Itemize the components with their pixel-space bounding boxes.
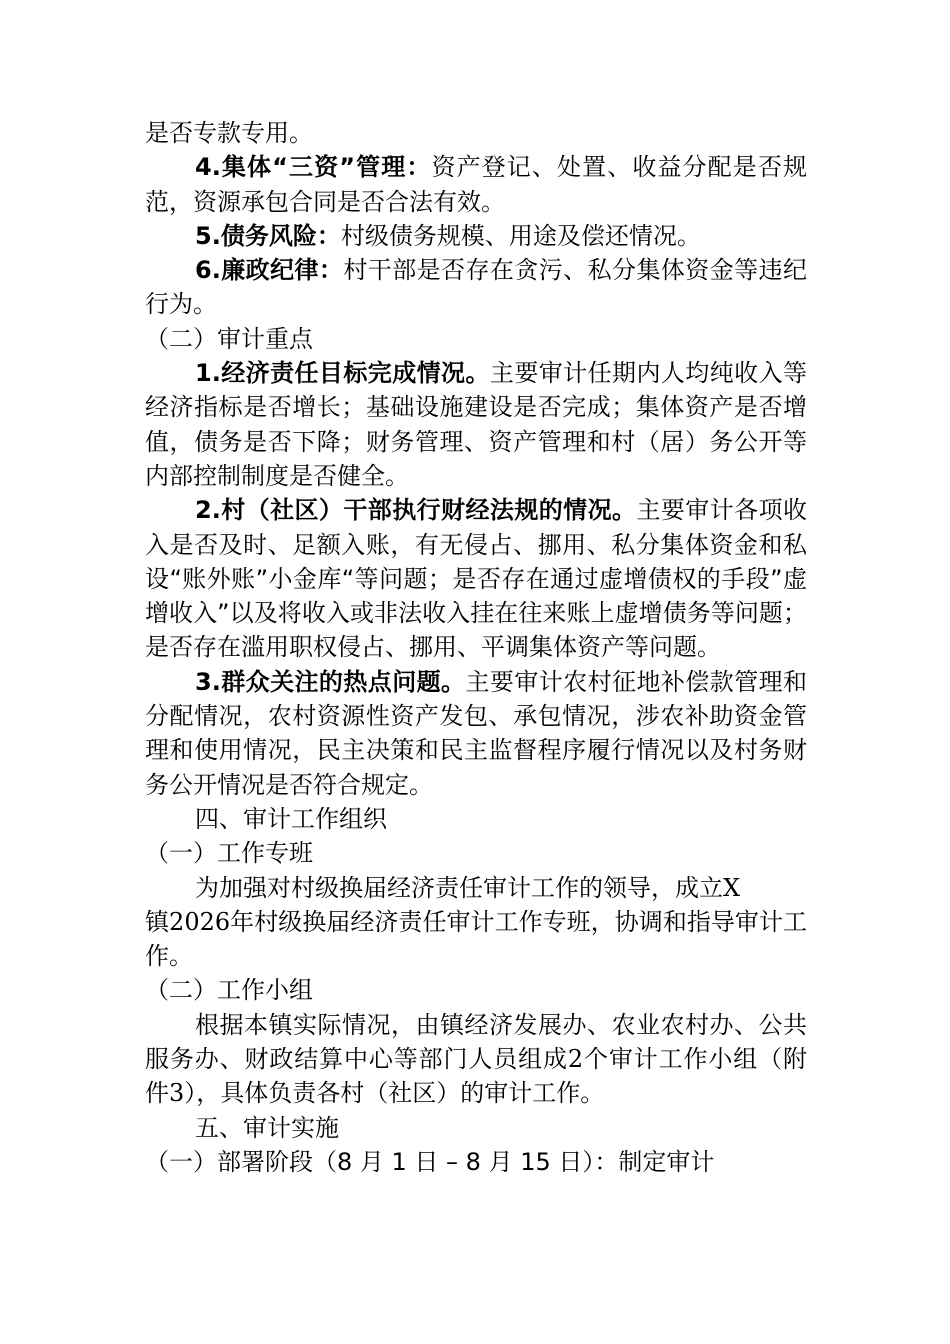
paragraph-continuation bbox=[145, 116, 807, 150]
paragraph-text: 是否专款专用。 bbox=[145, 119, 313, 147]
section-heading-task-force bbox=[145, 836, 807, 870]
paragraph-text: 主要审计农村征地补偿款管理和分配情况，农村资源性资产发包、承包情况，涉农补助资金管理和使用情况，民主决策和民主监督程序履行情况以及村务财务公开情况是否符合规定。 bbox=[145, 667, 807, 799]
document-body bbox=[145, 116, 807, 1179]
heading-text: （二）审计重点 bbox=[145, 324, 313, 353]
paragraph-text: 主要审计任期内人均纯收入等经济指标是否增长；基础设施建设是否完成；集体资产是否增值，债务是否下降；财务管理、资产管理和村（居）务公开等内部控制制度是否健全。 bbox=[145, 359, 807, 490]
paragraph-text: ），具体负责各村（社区）的审计工作。 bbox=[184, 1079, 605, 1108]
paragraph-debt-risk bbox=[145, 219, 807, 253]
paragraph-economic-targets bbox=[145, 356, 807, 493]
paragraph-text: 根据本镇实际情况，由镇经济发展办、农业农村办、公共服务办、财政结算中心等部门人员组成 bbox=[145, 1010, 807, 1074]
paragraph-work-groups bbox=[145, 1008, 807, 1111]
paragraph-deployment-stage bbox=[145, 1145, 807, 1179]
paragraph-collective-assets bbox=[145, 150, 807, 219]
year-number: 2026 bbox=[169, 907, 231, 936]
group-count: 2 bbox=[567, 1045, 584, 1074]
paragraph-integrity bbox=[145, 253, 807, 322]
paragraph-text: （一）部署阶段（8 月 1 日 – 8 月 15 日）：制定审计 bbox=[145, 1147, 715, 1176]
paragraph-text: 资产登记、处置、收益分配是否规范，资源承包合同是否合法有效。 bbox=[145, 153, 807, 216]
section-heading-audit-focus bbox=[145, 322, 807, 356]
heading-text: 五、审计实施 bbox=[195, 1113, 339, 1142]
paragraph-text: 年村级换届经济责任审计工作专班，协调和指导审计工作。 bbox=[145, 907, 808, 971]
attachment-number: 3 bbox=[169, 1079, 185, 1108]
paragraph-heading: 1.经济责任目标完成情况。 bbox=[195, 359, 490, 388]
section-heading-organization bbox=[145, 802, 807, 836]
paragraph-text: 村干部是否存在贪污、私分集体资金等违纪行为。 bbox=[145, 256, 807, 319]
heading-text: （一）工作专班 bbox=[145, 839, 313, 868]
heading-text: （二）工作小组 bbox=[145, 976, 313, 1005]
section-heading-work-groups bbox=[145, 973, 807, 1007]
paragraph-heading: 2.村（社区）干部执行财经法规的情况。 bbox=[195, 496, 637, 525]
paragraph-heading: 4.集体“三资”管理： bbox=[195, 153, 432, 182]
paragraph-public-concerns bbox=[145, 665, 807, 802]
paragraph-task-force bbox=[145, 871, 807, 974]
paragraph-text: 主要审计各项收入是否及时、足额入账，有无侵占、挪用、私分集体资金和私设“账外账”小金库“等问题；是否存在通过虚增债权的手段”虚增收入”以及将收入或非法收入挂在往来账上虚增债务等问题；是否存在滥用职权侵占、挪用、平调集体资产等问题。 bbox=[145, 496, 807, 662]
paragraph-text: 为加强对村级换届经济责任审计工作的领导，成立 bbox=[195, 873, 723, 902]
section-heading-implementation bbox=[145, 1111, 807, 1145]
paragraph-heading: 5.债务风险： bbox=[195, 221, 341, 250]
paragraph-text: 镇 bbox=[145, 907, 170, 936]
paragraph-heading: 6.廉政纪律： bbox=[195, 256, 344, 285]
paragraph-text: 个审计工作小组（附件 bbox=[145, 1045, 808, 1108]
paragraph-heading: 3.群众关注的热点问题。 bbox=[195, 667, 466, 696]
heading-text: 四、审计工作组织 bbox=[195, 804, 387, 833]
paragraph-financial-regulations bbox=[145, 493, 807, 664]
town-placeholder: X bbox=[723, 873, 741, 902]
paragraph-text: 村级债务规模、用途及偿还情况。 bbox=[340, 221, 701, 250]
